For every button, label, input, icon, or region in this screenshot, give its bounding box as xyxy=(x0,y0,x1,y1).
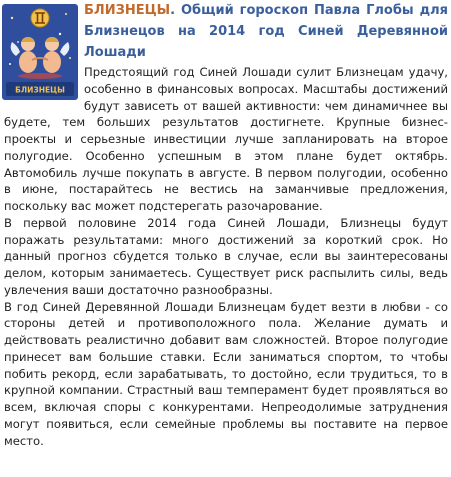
page-title xyxy=(84,0,448,63)
paragraph-3: В год Синей Деревянной Лошади Близнецам будет везти в любви - со стороны детей и противоположного пола. Желание думать и действовать реалистично добавит вам сложностей. Второе полугодие принесет вам большие ставки. Если заниматься спортом, то чтобы побить рекорд, если зарабатывать, то достойно, если трудиться, то в крупной компании. Страстный ваш темперамент будет проявляться во всем, включая споры с конкурентами. Непреодолимые затруднения могут появиться, если семейные проблемы вы поставите на первое место. xyxy=(4,299,448,448)
article-body xyxy=(4,64,448,449)
paragraph-1: Предстоящий год Синей Лошади сулит Близнецам удачу, особенно в финансовых вопросах. Масштабы достижений будут зависеть от вашей активности: чем динамичнее вы будете, тем больших результатов достигнете. Крупные бизнес-проекты и серьезные инвестиции лучше запланировать на второе полугодие. Особенно успешным в этом плане будет октябрь. Автомобиль лучше покупать в августе. В первом полугодии, особенно в июне, постарайтесь не вестись на заманчивые предложения, поскольку вас может подстерегать разочарование. xyxy=(4,65,448,213)
title-rest: . Общий гороскоп Павла Глобы для Близнецов на 2014 год Синей Деревянной Лошади xyxy=(84,3,448,60)
paragraph-2: В первой половине 2014 года Синей Лошади, Близнецы будут поражать результатами: много достижений за короткий срок. Но данный прогноз сбудется только в случае, если вы заинтересованы делом, которым занимаетесь. Существует риск распылить силы, ведь увлечения ваши достаточно разнообразны. xyxy=(4,215,448,297)
logo-caption: БЛИЗНЕЦЫ xyxy=(15,85,65,95)
title-accent: БЛИЗНЕЦЫ xyxy=(84,3,171,18)
